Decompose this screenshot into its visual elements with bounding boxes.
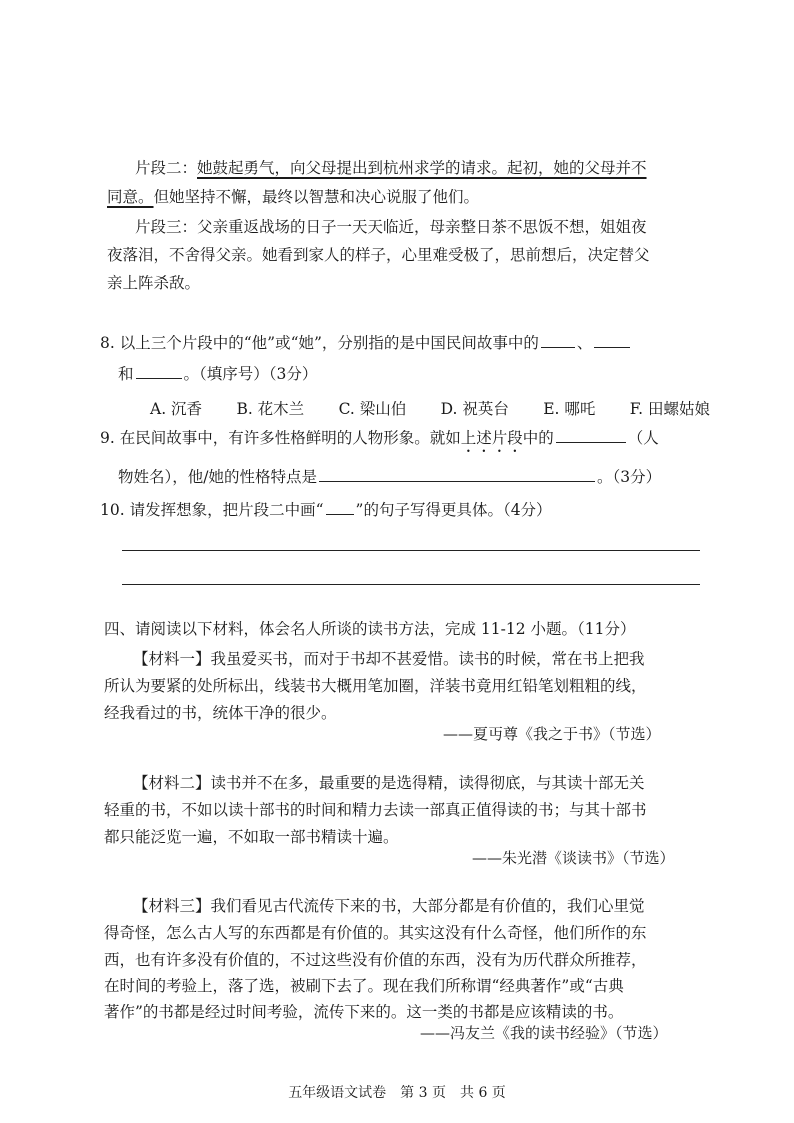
q9-prompt: 9. 在民间故事中，有许多性格鲜明的人物形象。就如 bbox=[100, 429, 461, 447]
q10-prompt-a: 10. 请发挥想象，把片段二中画“ bbox=[100, 501, 324, 519]
q9-score: 。（3分） bbox=[596, 468, 662, 486]
passage-2-label: 片段二： bbox=[135, 159, 198, 177]
material-3-line-4: 在时间的考验上，落了选，被刷下去了。现在我们所称谓“经典著作”或“古典 bbox=[104, 977, 624, 995]
material-2-source: ——朱光潜《谈读书》（节选） bbox=[472, 849, 675, 867]
material-1-text: 我虽爱买书，而对于书却不甚爱惜。读书的时候，常在书上把我 bbox=[210, 650, 645, 668]
q8-option: B. 花木兰 bbox=[236, 400, 305, 418]
passage-3-line-1: 片段三：父亲重返战场的日子一天天临近，母亲整日茶不思饭不想，姐姐夜 bbox=[135, 218, 647, 236]
material-1-line-2: 所认为要紧的处所标出，线装书大概用笔加圈，洋装书竟用红铅笔划粗粗的线， bbox=[104, 677, 647, 695]
q9-emphasis: 上述片段 bbox=[460, 429, 523, 447]
q8-answer-blank-1[interactable] bbox=[541, 331, 575, 348]
material-1-line-3: 经我看过的书，统体干净的很少。 bbox=[104, 704, 337, 722]
q9-name-blank[interactable] bbox=[556, 426, 626, 443]
q8-instruction: 。（填序号）（3分） bbox=[183, 365, 318, 383]
passage-2-underlined-sentence: 她鼓起勇气，向父母提出到杭州求学的请求。起初，她的父母并不 bbox=[197, 159, 647, 177]
q8-option: D. 祝英台 bbox=[440, 400, 509, 418]
q8-option: F. 田螺姑娘 bbox=[629, 400, 710, 418]
q10-answer-line-2[interactable] bbox=[122, 584, 700, 585]
material-3-line-5: 著作”的书都是经过时间考验，流传下来的。这一类的书都是应该精读的书。 bbox=[104, 1003, 624, 1021]
q9-prompt-cont: 中的 bbox=[522, 429, 554, 447]
q8-option: A. 沉香 bbox=[150, 400, 203, 418]
material-2-label: 【材料二】 bbox=[133, 774, 211, 792]
material-2-text: 读书并不在多，最重要的是选得精，读得彻底，与其读十部无关 bbox=[210, 774, 645, 792]
q9-line-2 bbox=[118, 465, 661, 488]
material-3-label: 【材料三】 bbox=[133, 897, 211, 915]
material-1-label: 【材料一】 bbox=[133, 650, 211, 668]
material-2-line-2: 轻重的书，不如以读十部书的时间和精力去读一部真正值得读的书；与其十部书 bbox=[104, 801, 647, 819]
q9-prompt-end: （人 bbox=[627, 429, 659, 447]
passage-2-underlined-end: 同意。 bbox=[107, 188, 154, 206]
material-1-line-1 bbox=[133, 648, 645, 670]
material-3-line-3: 西，也有许多没有价值的，不过这些没有价值的东西，没有为历代群众所推荐， bbox=[104, 951, 647, 969]
passage-3-line-3: 亲上阵杀敌。 bbox=[107, 274, 201, 292]
q8-answer-blank-2[interactable] bbox=[594, 331, 630, 348]
passage-2-rest: 但她坚持不懈，最终以智慧和决心说服了他们。 bbox=[153, 188, 480, 206]
material-3-line-2: 得奇怪，怎么古人写的东西都是有价值的。其实这没有什么奇怪，他们所作的东 bbox=[104, 924, 647, 942]
section-4-heading: 四、请阅读以下材料，体会名人所谈的读书方法，完成 11-12 小题。（11分） bbox=[104, 620, 636, 638]
q8-option: C. 梁山伯 bbox=[338, 400, 407, 418]
page-footer: 五年级语文试卷 第 3 页 共 6 页 bbox=[288, 1085, 506, 1101]
q10-prompt-b: ”的句子写得更具体。（4分） bbox=[355, 501, 552, 519]
material-3-line-1 bbox=[133, 895, 645, 917]
q8-line-1 bbox=[100, 331, 632, 354]
q10-underline-mark bbox=[326, 498, 354, 515]
q10-answer-line-1[interactable] bbox=[122, 550, 700, 551]
q8-answer-blank-3[interactable] bbox=[136, 362, 182, 379]
q8-separator: 、 bbox=[576, 334, 593, 352]
q8-line-2 bbox=[118, 362, 317, 385]
material-2-line-3: 都只能泛览一遍，不如取一部书精读十遍。 bbox=[104, 828, 399, 846]
q9-trait-blank[interactable] bbox=[319, 465, 595, 482]
material-2-line-1 bbox=[133, 772, 645, 794]
material-3-text: 我们看见古代流传下来的书，大部分都是有价值的，我们心里觉 bbox=[210, 897, 645, 915]
passage-2-line-2 bbox=[107, 186, 479, 208]
passage-3-line-2: 夜落泪，不舍得父亲。她看到家人的样子，心里难受极了，思前想后，决定替父 bbox=[107, 246, 650, 264]
q8-and: 和 bbox=[118, 365, 134, 383]
material-3-source: ——冯友兰《我的读书经验》（节选） bbox=[420, 1024, 668, 1042]
q9-line-1 bbox=[100, 426, 659, 456]
q8-option: E. 哪吒 bbox=[543, 400, 596, 418]
q9-trait-prompt: 物姓名），他/她的性格特点是 bbox=[118, 468, 317, 486]
q10-prompt bbox=[100, 498, 552, 521]
passage-2-line-1 bbox=[135, 157, 647, 179]
q8-options bbox=[150, 398, 710, 420]
material-1-source: ——夏丏尊《我之于书》（节选） bbox=[443, 725, 661, 743]
q8-prompt: 8. 以上三个片段中的“他”或“她”，分别指的是中国民间故事中的 bbox=[100, 334, 539, 352]
